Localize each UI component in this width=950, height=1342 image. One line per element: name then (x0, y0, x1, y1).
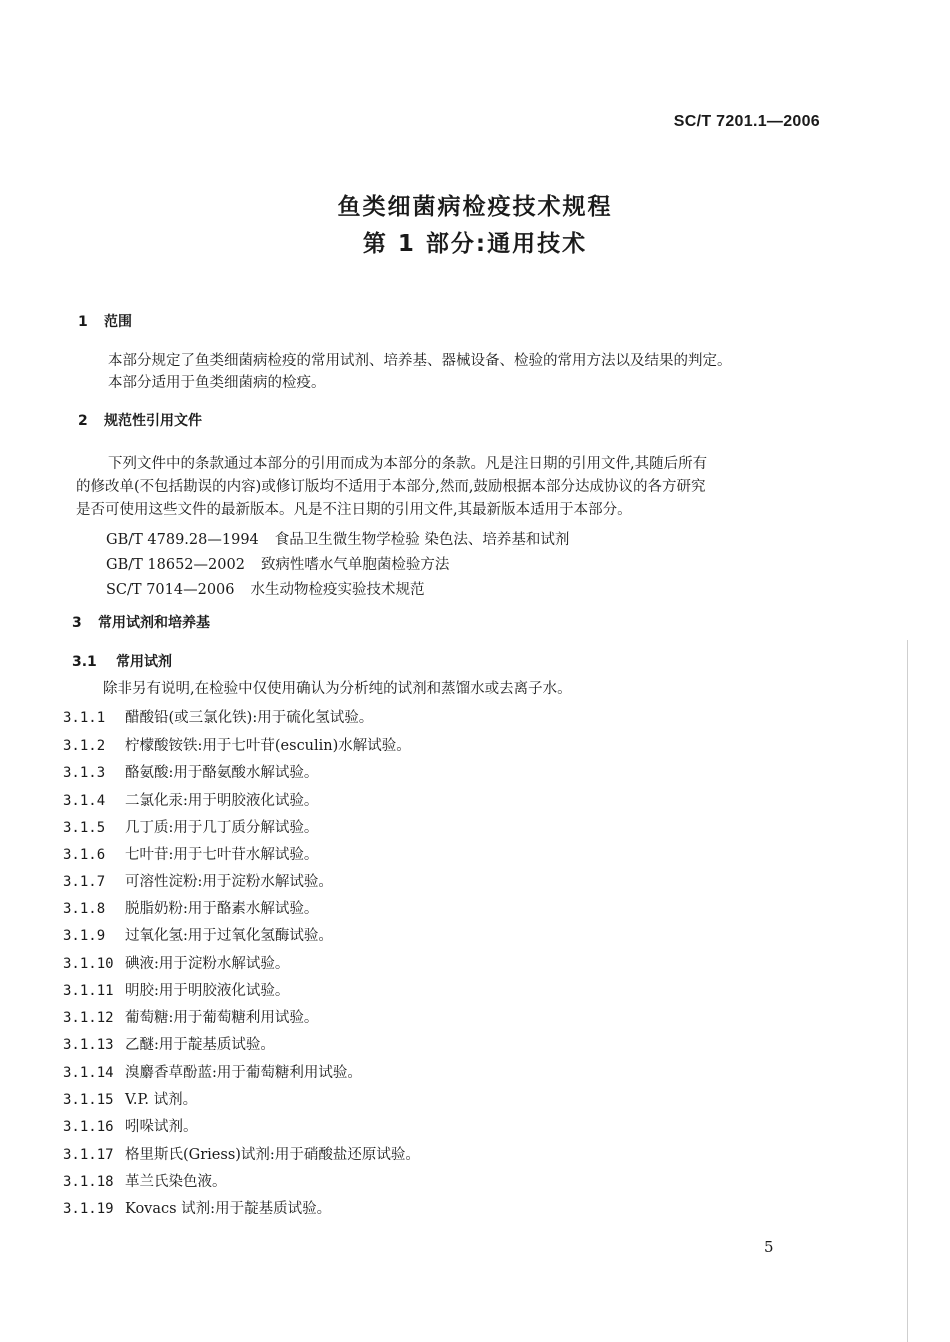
item-text: 醋酸铅(或三氯化铁):用于硫化氢试验。 (125, 710, 374, 726)
list-item (63, 706, 373, 727)
item-text: 革兰氏染色液。 (125, 1174, 227, 1190)
section-1-heading (78, 311, 132, 331)
item-number: 3.1.5 (63, 820, 106, 836)
section-number: 3.1 (72, 654, 97, 670)
item-number: 3.1.18 (63, 1174, 114, 1190)
reference-title: 水生动物检疫实验技术规范 (250, 582, 425, 598)
reference-entry (106, 578, 425, 599)
section-1-paragraph: 本部分规定了鱼类细菌病检疫的常用试剂、培养基、器械设备、检验的常用方法以及结果的判定。 (108, 353, 732, 369)
item-text: 可溶性淀粉:用于淀粉水解试验。 (125, 874, 333, 890)
list-item (63, 1197, 331, 1218)
item-number: 3.1.3 (63, 765, 106, 781)
section-2-line: 是否可使用这些文件的最新版本。凡是不注日期的引用文件,其最新版本适用于本部分。 (76, 502, 632, 518)
reference-code: GB/T 18652—2002 (106, 557, 245, 573)
item-number: 3.1.9 (63, 928, 106, 944)
list-item (63, 816, 318, 837)
item-text: 葡萄糖:用于葡萄糖利用试验。 (125, 1010, 319, 1026)
item-number: 3.1.2 (63, 738, 106, 754)
list-item (63, 1006, 318, 1027)
list-item (63, 734, 411, 755)
section-title: 规范性引用文件 (104, 413, 202, 429)
item-number: 3.1.10 (63, 956, 114, 972)
section-2-heading (78, 410, 202, 430)
section-title: 范围 (104, 314, 132, 330)
reference-title: 食品卫生微生物学检验 染色法、培养基和试剂 (274, 532, 570, 548)
list-item (63, 1061, 362, 1082)
item-text: 柠檬酸铵铁:用于七叶苷(esculin)水解试验。 (125, 738, 411, 754)
reference-code: SC/T 7014—2006 (106, 582, 235, 598)
list-item (63, 979, 289, 1000)
list-item (63, 952, 289, 973)
list-item (63, 1143, 420, 1164)
list-item (63, 1088, 197, 1109)
item-text: 二氯化汞:用于明胶液化试验。 (125, 793, 319, 809)
item-text: Kovacs 试剂:用于靛基质试验。 (125, 1201, 332, 1217)
item-text: 几丁质:用于几丁质分解试验。 (125, 820, 319, 836)
item-text: 吲哚试剂。 (125, 1119, 198, 1135)
list-item (63, 1115, 198, 1136)
section-title: 常用试剂 (116, 654, 172, 670)
item-text: 溴麝香草酚蓝:用于葡萄糖利用试验。 (125, 1065, 362, 1081)
item-number: 3.1.11 (63, 983, 114, 999)
item-text: V.P. 试剂。 (125, 1092, 198, 1108)
list-item (63, 897, 318, 918)
item-number: 3.1.7 (63, 874, 106, 890)
item-number: 3.1.13 (63, 1037, 114, 1053)
page-number: 5 (764, 1238, 774, 1256)
list-item (63, 761, 318, 782)
standard-code: SC/T 7201.1—2006 (673, 113, 820, 130)
section-number: 1 (78, 314, 88, 330)
item-number: 3.1.4 (63, 793, 106, 809)
item-number: 3.1.14 (63, 1065, 114, 1081)
section-2-line: 下列文件中的条款通过本部分的引用而成为本部分的条款。凡是注日期的引用文件,其随后所有 (108, 456, 708, 472)
list-item (63, 1033, 275, 1054)
item-number: 3.1.6 (63, 847, 106, 863)
item-text: 明胶:用于明胶液化试验。 (125, 983, 290, 999)
reference-entry (106, 553, 449, 574)
section-number: 2 (78, 413, 88, 429)
item-number: 3.1.17 (63, 1147, 114, 1163)
item-text: 酪氨酸:用于酪氨酸水解试验。 (125, 765, 319, 781)
item-number: 3.1.12 (63, 1010, 114, 1026)
item-text: 过氧化氢:用于过氧化氢酶试验。 (125, 928, 333, 944)
reference-title: 致病性嗜水气单胞菌检验方法 (260, 557, 450, 573)
section-3-heading (72, 612, 210, 632)
item-text: 脱脂奶粉:用于酪素水解试验。 (125, 901, 319, 917)
item-number: 3.1.19 (63, 1201, 114, 1217)
document-subtitle: 第 1 部分:通用技术 (362, 231, 588, 257)
item-text: 碘液:用于淀粉水解试验。 (125, 956, 290, 972)
item-number: 3.1.16 (63, 1119, 114, 1135)
list-item (63, 1170, 227, 1191)
section-3-1-heading (72, 651, 172, 671)
list-item (63, 870, 333, 891)
list-item (63, 843, 318, 864)
document-title: 鱼类细菌病检疫技术规程 (337, 194, 613, 220)
section-2-line: 的修改单(不包括勘误的内容)或修订版均不适用于本部分,然而,鼓励根据本部分达成协议的各方研究 (76, 479, 706, 495)
section-title: 常用试剂和培养基 (98, 615, 210, 631)
section-number: 3 (72, 615, 82, 631)
item-number: 3.1.15 (63, 1092, 114, 1108)
item-text: 乙醚:用于靛基质试验。 (125, 1037, 275, 1053)
list-item (63, 789, 318, 810)
section-1-paragraph: 本部分适用于鱼类细菌病的检疫。 (108, 375, 326, 391)
list-item (63, 924, 333, 945)
item-text: 格里斯氏(Griess)试剂:用于硝酸盐还原试验。 (125, 1147, 420, 1163)
section-3-1-intro: 除非另有说明,在检验中仅使用确认为分析纯的试剂和蒸馏水或去离子水。 (103, 681, 572, 697)
item-number: 3.1.8 (63, 901, 106, 917)
reference-entry (106, 528, 569, 549)
item-number: 3.1.1 (63, 710, 106, 726)
reference-code: GB/T 4789.28—1994 (106, 532, 259, 548)
scan-edge-line (907, 640, 908, 1342)
item-text: 七叶苷:用于七叶苷水解试验。 (125, 847, 319, 863)
